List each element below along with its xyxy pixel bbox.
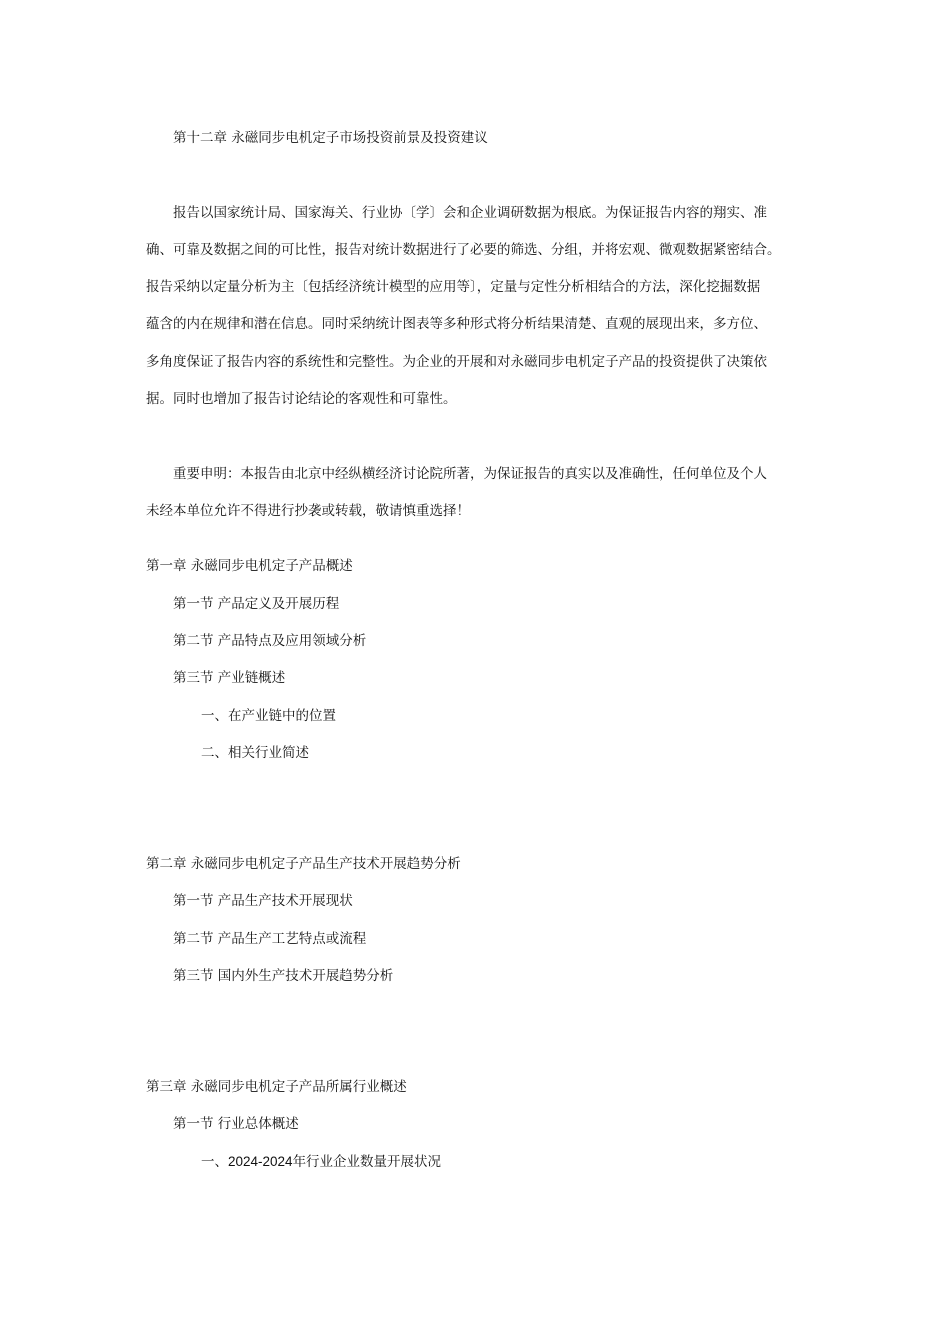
intro-line: 据。同时也增加了报告讨论结论的客观性和可靠性。 <box>146 391 457 407</box>
intro-line: 多角度保证了报告内容的系统性和完整性。为企业的开展和对永磁同步电机定子产品的投资提供了决策依 <box>146 354 767 370</box>
toc-section: 第二节 产品特点及应用领域分析 <box>173 633 367 649</box>
toc-section: 第三节 国内外生产技术开展趋势分析 <box>173 968 394 984</box>
toc-item <box>201 1153 441 1171</box>
toc-item-years: 2024-2024 <box>228 1154 293 1169</box>
intro-line: 报告以国家统计局、国家海关、行业协〔学〕会和企业调研数据为根底。为保证报告内容的翔实、准 <box>173 205 767 221</box>
toc-item-text: 年行业企业数量开展状况 <box>292 1154 442 1170</box>
statement-line: 重要申明：本报告由北京中经纵横经济讨论院所著，为保证报告的真实以及准确性，任何单位及个人 <box>173 466 767 482</box>
statement-line: 未经本单位允许不得进行抄袭或转载，敬请慎重选择！ <box>146 503 470 519</box>
page-heading: 第十二章 永磁同步电机定子市场投资前景及投资建议 <box>173 130 488 146</box>
intro-line: 报告采纳以定量分析为主〔包括经济统计模型的应用等〕，定量与定性分析相结合的方法，深化挖掘数据 <box>146 279 761 295</box>
toc-item: 二、相关行业简述 <box>201 745 309 761</box>
toc-chapter-3: 第三章 永磁同步电机定子产品所属行业概述 <box>146 1079 407 1095</box>
toc-chapter-2: 第二章 永磁同步电机定子产品生产技术开展趋势分析 <box>146 856 461 872</box>
toc-item: 一、在产业链中的位置 <box>201 708 336 724</box>
toc-section: 第一节 产品生产技术开展现状 <box>173 893 353 909</box>
toc-section: 第一节 产品定义及开展历程 <box>173 596 340 612</box>
toc-section: 第一节 行业总体概述 <box>173 1116 299 1132</box>
toc-chapter-1: 第一章 永磁同步电机定子产品概述 <box>146 558 353 574</box>
toc-section: 第二节 产品生产工艺特点或流程 <box>173 931 367 947</box>
toc-item-prefix: 一、 <box>201 1154 228 1170</box>
intro-line: 蕴含的内在规律和潜在信息。同时采纳统计图表等多种形式将分析结果清楚、直观的展现出来，多方位、 <box>146 316 767 332</box>
intro-line: 确、可靠及数据之间的可比性，报告对统计数据进行了必要的筛选、分组，并将宏观、微观数据紧密结合。 <box>146 242 781 258</box>
toc-section: 第三节 产业链概述 <box>173 670 286 686</box>
